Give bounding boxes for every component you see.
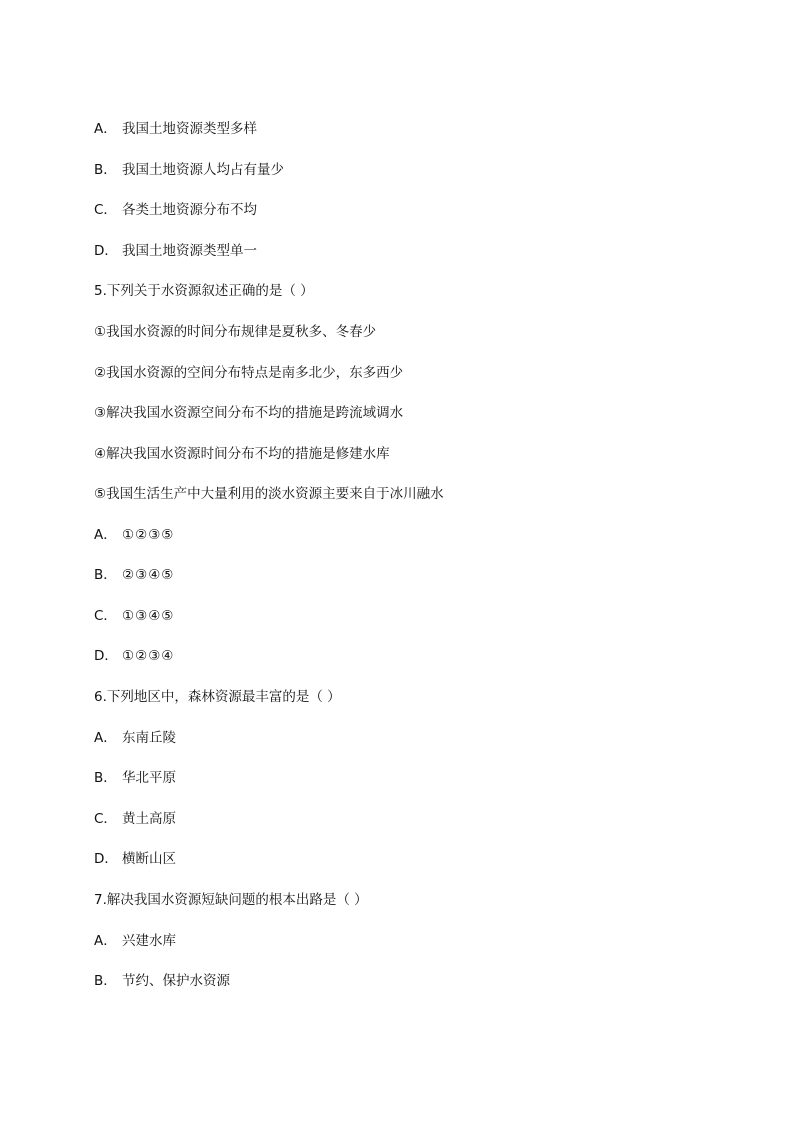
option-text: ①②③⑤	[122, 527, 175, 543]
option-text: 节约、保护水资源	[122, 973, 230, 989]
q7-option-b	[94, 971, 230, 991]
q5-statement-1: ①我国水资源的时间分布规律是夏秋多、冬春少	[94, 324, 377, 340]
option-letter: A．	[94, 933, 117, 949]
option-letter: C．	[94, 811, 117, 827]
option-text: ①③④⑤	[122, 608, 175, 624]
q4-option-b	[94, 160, 284, 180]
option-text: 各类土地资源分布不均	[122, 202, 257, 218]
q6-option-d	[94, 849, 176, 869]
option-text: 我国土地资源类型多样	[122, 121, 257, 137]
option-letter: A．	[94, 730, 117, 746]
option-letter: A．	[94, 121, 117, 137]
option-letter: C．	[94, 202, 117, 218]
q5-statement-5: ⑤我国生活生产中大量利用的淡水资源主要来自于冰川融水	[94, 486, 444, 502]
q7-option-a	[94, 931, 176, 951]
option-letter: C．	[94, 608, 117, 624]
q6-stem: 6.下列地区中，森林资源最丰富的是（ ）	[94, 689, 341, 705]
option-text: 我国土地资源人均占有量少	[122, 162, 284, 178]
option-text: ①②③④	[122, 648, 175, 664]
q4-option-d	[94, 241, 257, 261]
option-letter: B．	[94, 770, 117, 786]
option-text: ②③④⑤	[122, 567, 175, 583]
option-letter: B．	[94, 973, 117, 989]
option-text: 黄土高原	[122, 811, 176, 827]
option-letter: D．	[94, 851, 118, 867]
q5-statement-3: ③解决我国水资源空间分布不均的措施是跨流域调水	[94, 405, 404, 421]
q5-option-a	[94, 525, 174, 545]
q5-option-b	[94, 565, 174, 585]
option-letter: A．	[94, 527, 117, 543]
q6-option-a	[94, 728, 176, 748]
q6-option-c	[94, 809, 176, 829]
q5-statement-2: ②我国水资源的空间分布特点是南多北少，东多西少	[94, 365, 404, 381]
option-text: 东南丘陵	[122, 730, 176, 746]
q5-statement-4: ④解决我国水资源时间分布不均的措施是修建水库	[94, 446, 390, 462]
option-text: 我国土地资源类型单一	[122, 243, 257, 259]
q5-option-d	[94, 646, 174, 666]
option-text: 横断山区	[122, 851, 176, 867]
q4-option-a	[94, 119, 257, 139]
option-letter: D．	[94, 243, 118, 259]
q4-option-c	[94, 200, 257, 220]
q7-stem: 7.解决我国水资源短缺问题的根本出路是（ ）	[94, 892, 368, 908]
option-text: 兴建水库	[122, 933, 176, 949]
q5-stem: 5.下列关于水资源叙述正确的是（ ）	[94, 283, 314, 299]
q6-option-b	[94, 768, 176, 788]
option-text: 华北平原	[122, 770, 176, 786]
q5-option-c	[94, 606, 174, 626]
option-letter: B．	[94, 567, 117, 583]
option-letter: D．	[94, 648, 118, 664]
option-letter: B．	[94, 162, 117, 178]
